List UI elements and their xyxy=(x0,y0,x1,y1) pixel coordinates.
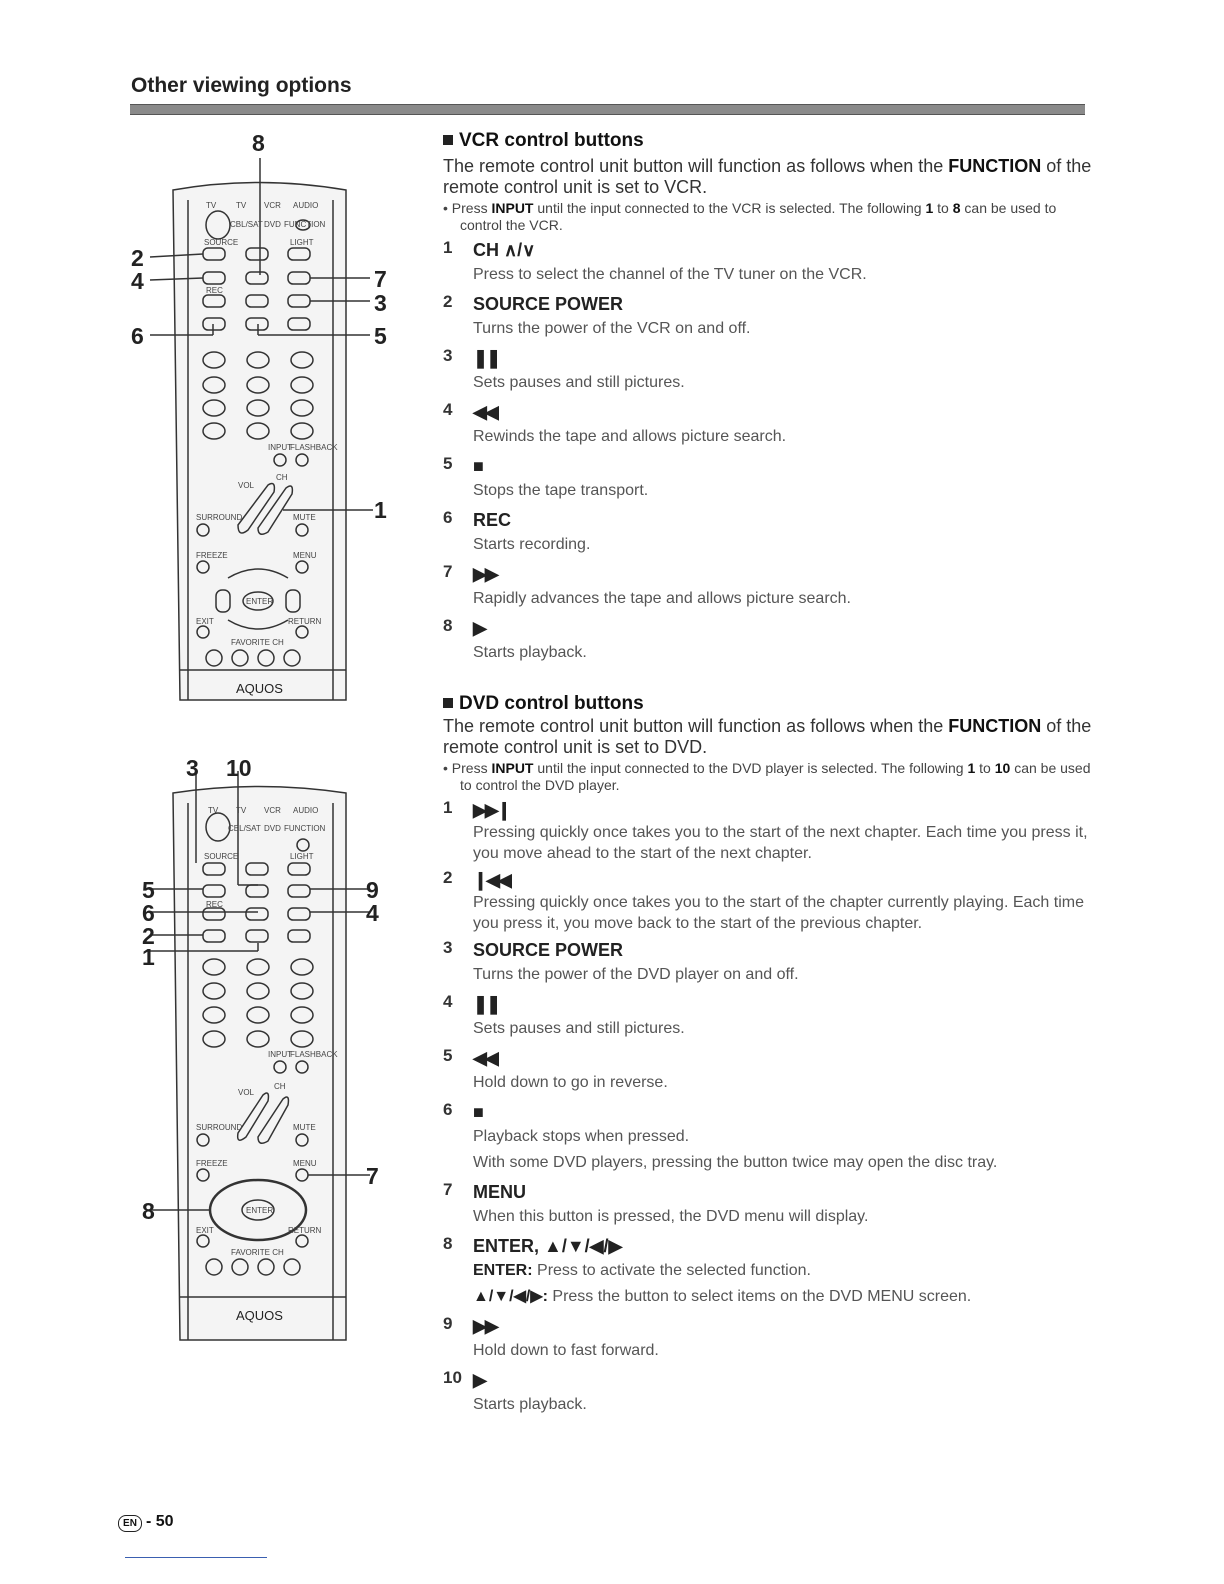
svg-text:AUDIO: AUDIO xyxy=(293,806,319,815)
dvd-item: 7 MENU When this button is pressed, the DVD menu will display. xyxy=(443,1180,869,1225)
callout-2: 2 xyxy=(142,923,155,949)
svg-text:FREEZE: FREEZE xyxy=(196,551,228,560)
svg-text:SURROUND: SURROUND xyxy=(196,513,243,522)
svg-text:LIGHT: LIGHT xyxy=(290,238,314,247)
svg-text:SOURCE: SOURCE xyxy=(204,852,239,861)
vcr-item: 5 ■ Stops the tape transport. xyxy=(443,454,649,499)
page-footer xyxy=(118,1513,174,1532)
svg-text:CBL/SAT: CBL/SAT xyxy=(228,824,261,833)
language-badge: EN xyxy=(118,1515,142,1532)
dvd-item: 2 ❙◀◀ Pressing quickly once takes you to the start of the chapter currently playing. Each time you press it, you move back to the start of the previous chapter. xyxy=(443,868,1084,932)
dvd-item: 9 ▶▶ Hold down to fast forward. xyxy=(443,1314,659,1359)
dvd-item: 8 ENTER, ▲/▼/◀/▶ ENTER: Press to activate the selected function. ▲/▼/◀/▶: Press the button to select items on the DVD MENU screen. xyxy=(443,1234,972,1305)
dvd-item: 10 ▶ Starts playback. xyxy=(443,1368,587,1413)
svg-text:TV: TV xyxy=(206,201,217,210)
callout-4: 4 xyxy=(131,268,144,294)
svg-text:ENTER: ENTER xyxy=(246,597,274,606)
dvd-heading: DVD control buttons xyxy=(443,692,1093,716)
svg-text:DVD: DVD xyxy=(264,824,281,833)
svg-text:FLASHBACK: FLASHBACK xyxy=(290,1050,338,1059)
vcr-item: 4 ◀◀ Rewinds the tape and allows picture search. xyxy=(443,400,787,445)
svg-text:FLASHBACK: FLASHBACK xyxy=(290,443,338,452)
svg-text:TV: TV xyxy=(236,201,247,210)
dvd-section xyxy=(443,692,1093,1418)
callout-3: 3 xyxy=(186,755,199,781)
dvd-item: 5 ◀◀ Hold down to go in reverse. xyxy=(443,1046,668,1091)
dvd-intro: The remote control unit button will function as follows when the FUNCTION of the remote control unit is set to DVD. xyxy=(443,716,1092,757)
svg-text:REC: REC xyxy=(206,286,223,295)
svg-text:CBL/SAT: CBL/SAT xyxy=(230,220,263,229)
svg-text:FAVORITE CH: FAVORITE CH xyxy=(231,638,284,647)
vcr-item: 3 ❚❚ Sets pauses and still pictures. xyxy=(443,346,685,391)
callout-8: 8 xyxy=(142,1198,155,1224)
callout-8: 8 xyxy=(252,130,265,156)
svg-text:SOURCE: SOURCE xyxy=(204,238,239,247)
callout-4: 4 xyxy=(366,900,379,926)
svg-text:FAVORITE CH: FAVORITE CH xyxy=(231,1248,284,1257)
vcr-section xyxy=(443,129,1093,666)
svg-text:DVD: DVD xyxy=(264,220,281,229)
svg-text:CH: CH xyxy=(274,1082,286,1091)
callout-7: 7 xyxy=(374,266,387,292)
dvd-item: 6 ■ Playback stops when pressed. With some DVD players, pressing the button twice may open the disc tray. xyxy=(443,1100,998,1171)
vcr-item: 6 REC Starts recording. xyxy=(443,508,591,553)
svg-text:LIGHT: LIGHT xyxy=(290,852,314,861)
svg-text:FUNCTION: FUNCTION xyxy=(284,824,326,833)
svg-text:RETURN: RETURN xyxy=(288,617,322,626)
callout-1: 1 xyxy=(142,944,155,970)
callout-6: 6 xyxy=(131,323,144,349)
dvd-item: 1 ▶▶❙ Pressing quickly once takes you to the start of the next chapter. Each time you press it, you move ahead to the start of the next chapter. xyxy=(443,798,1088,862)
callout-3: 3 xyxy=(374,290,387,316)
svg-text:EXIT: EXIT xyxy=(196,1226,214,1235)
callout-6: 6 xyxy=(142,900,155,926)
svg-text:VOL: VOL xyxy=(238,1088,255,1097)
dvd-remote-illustration xyxy=(118,755,398,1355)
svg-text:FREEZE: FREEZE xyxy=(196,1159,228,1168)
callout-2: 2 xyxy=(131,245,144,271)
svg-text:MENU: MENU xyxy=(293,551,317,560)
svg-text:ENTER: ENTER xyxy=(246,1206,274,1215)
svg-text:MENU: MENU xyxy=(293,1159,317,1168)
vcr-item: 7 ▶▶ Rapidly advances the tape and allows picture search. xyxy=(443,562,851,607)
vcr-heading: VCR control buttons xyxy=(443,129,1093,153)
callout-5: 5 xyxy=(374,323,387,349)
vcr-note: • Press INPUT until the input connected to the VCR is selected. The following 1 to 8 can be used to control the VCR. xyxy=(443,200,1057,233)
callout-7: 7 xyxy=(366,1163,379,1189)
vcr-item: 1 CH ∧/∨ Press to select the channel of the TV tuner on the VCR. xyxy=(443,238,867,283)
remote-brand: AQUOS xyxy=(236,681,283,696)
svg-text:SURROUND: SURROUND xyxy=(196,1123,243,1132)
svg-text:FUNCTION: FUNCTION xyxy=(284,220,326,229)
svg-text:MUTE: MUTE xyxy=(293,1123,316,1132)
svg-text:AUDIO: AUDIO xyxy=(293,201,319,210)
vcr-intro: The remote control unit button will function as follows when the FUNCTION of the remote control unit is set to VCR. xyxy=(443,156,1092,197)
callout-1: 1 xyxy=(374,497,387,523)
svg-text:TV: TV xyxy=(236,806,247,815)
callout-10: 10 xyxy=(226,755,252,781)
svg-text:VOL: VOL xyxy=(238,481,255,490)
vcr-item: 8 ▶ Starts playback. xyxy=(443,616,587,661)
svg-text:TV: TV xyxy=(208,806,219,815)
svg-text:RETURN: RETURN xyxy=(288,1226,322,1235)
svg-text:INPUT: INPUT xyxy=(268,443,292,452)
vcr-remote-illustration xyxy=(118,130,398,730)
page-title: Other viewing options xyxy=(131,74,352,97)
svg-text:EXIT: EXIT xyxy=(196,617,214,626)
remote-brand: AQUOS xyxy=(236,1308,283,1323)
callout-9: 9 xyxy=(366,877,379,903)
svg-text:VCR: VCR xyxy=(264,806,281,815)
vcr-item: 2 SOURCE POWER Turns the power of the VCR on and off. xyxy=(443,292,751,337)
svg-text:VCR: VCR xyxy=(264,201,281,210)
dvd-item: 3 SOURCE POWER Turns the power of the DVD player on and off. xyxy=(443,938,799,983)
svg-text:REC: REC xyxy=(206,900,223,909)
page-number: - 50 xyxy=(146,1513,174,1530)
header-divider xyxy=(130,104,1085,115)
footer-rule xyxy=(125,1557,267,1558)
dvd-item: 4 ❚❚ Sets pauses and still pictures. xyxy=(443,992,685,1037)
svg-text:CH: CH xyxy=(276,473,288,482)
dvd-note: • Press INPUT until the input connected to the DVD player is selected. The following 1 to 10 can be used to control the DVD player. xyxy=(443,760,1091,793)
callout-5: 5 xyxy=(142,877,155,903)
svg-text:MUTE: MUTE xyxy=(293,513,316,522)
svg-text:INPUT: INPUT xyxy=(268,1050,292,1059)
